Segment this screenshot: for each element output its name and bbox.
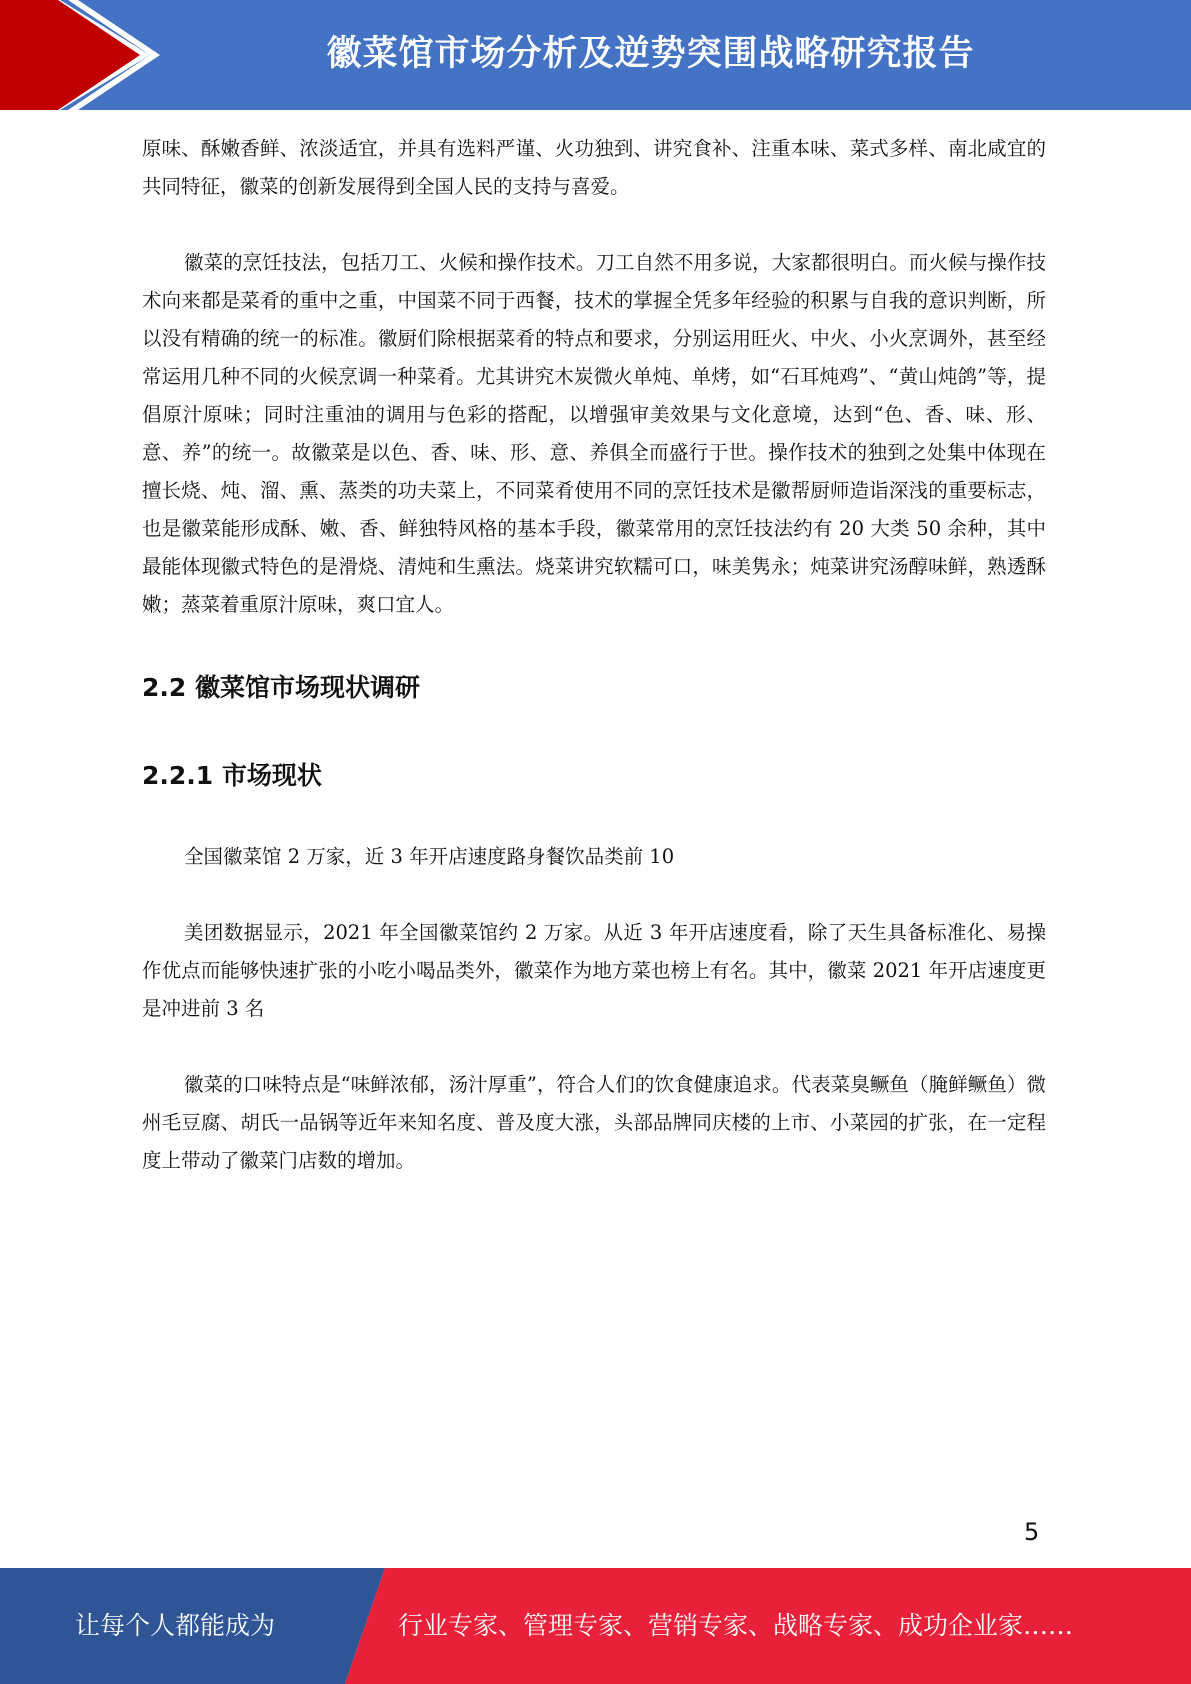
page-number: 5 bbox=[1024, 1518, 1040, 1546]
paragraph: 原味、酥嫩香鲜、浓淡适宜，并具有选料严谨、火功独到、讲究食补、注重本味、菜式多样、南北咸宜的共同特征，徽菜的创新发展得到全国人民的支持与喜爱。 bbox=[142, 137, 1046, 198]
paragraph: 徽菜的口味特点是“味鲜浓郁，汤汁厚重”，符合人们的饮食健康追求。代表菜臭鳜鱼（腌鲜鳜鱼）微州毛豆腐、胡氏一品锅等近年来知名度、普及度大涨，头部品牌同庆楼的上市、小菜园的扩张，在一定程度上带动了徽菜门店数的增加。 bbox=[142, 1073, 1046, 1172]
document-title: 徽菜馆市场分析及逆势突围战略研究报告 bbox=[326, 34, 975, 74]
section-heading: 2.2 徽菜馆市场现状调研 bbox=[142, 673, 420, 702]
footer-slogan-right: 行业专家、管理专家、营销专家、战略专家、成功企业家…… bbox=[398, 1611, 1074, 1640]
subsection-heading: 2.2.1 市场现状 bbox=[142, 761, 322, 790]
paragraph: 美团数据显示，2021 年全国徽菜馆约 2 万家。从近 3 年开店速度看，除了天生具备标准化、易操作优点而能够快速扩张的小吃小喝品类外，徽菜作为地方菜也榜上有名。其中，徽菜 2021 年开店速度更是冲进前 3 名 bbox=[142, 921, 1046, 1020]
red-arrow-icon bbox=[0, 0, 160, 110]
paragraph: 全国徽菜馆 2 万家，近 3 年开店速度路身餐饮品类前 10 bbox=[184, 845, 675, 868]
page-footer bbox=[0, 1568, 1191, 1684]
document-body bbox=[142, 130, 1046, 1180]
page-header bbox=[0, 0, 1191, 110]
footer-slogan-left: 让每个人都能成为 bbox=[74, 1611, 275, 1640]
paragraph: 徽菜的烹饪技法，包括刀工、火候和操作技术。刀工自然不用多说，大家都很明白。而火候与操作技术向来都是菜肴的重中之重，中国菜不同于西餐，技术的掌握全凭多年经验的积累与自我的意识判断，所以没有精确的统一的标准。徽厨们除根据菜肴的特点和要求，分别运用旺火、中火、小火烹调外，甚至经常运用几种不同的火候烹调一种菜肴。尤其讲究木炭微火单炖、单烤，如“石耳炖鸡”、“黄山炖鸽”等，提倡原汁原味；同时注重油的调用与色彩的搭配，以增强审美效果与文化意境，达到“色、香、味、形、意、养”的统一。故徽菜是以色、香、味、形、意、养俱全而盛行于世。操作技术的独到之处集中体现在擅长烧、炖、溜、熏、蒸类的功夫菜上，不同菜肴使用不同的烹饪技术是徽帮厨师造诣深浅的重要标志，也是徽菜能形成酥、嫩、香、鲜独特风格的基本手段，徽菜常用的烹饪技法约有 20 大类 50 余种，其中最能体现徽式特色的是滑烧、清炖和生熏法。烧菜讲究软糯可口，味美隽永；炖菜讲究汤醇味鲜，熟透酥嫩；蒸菜着重原汁原味，爽口宜人。 bbox=[142, 251, 1046, 616]
